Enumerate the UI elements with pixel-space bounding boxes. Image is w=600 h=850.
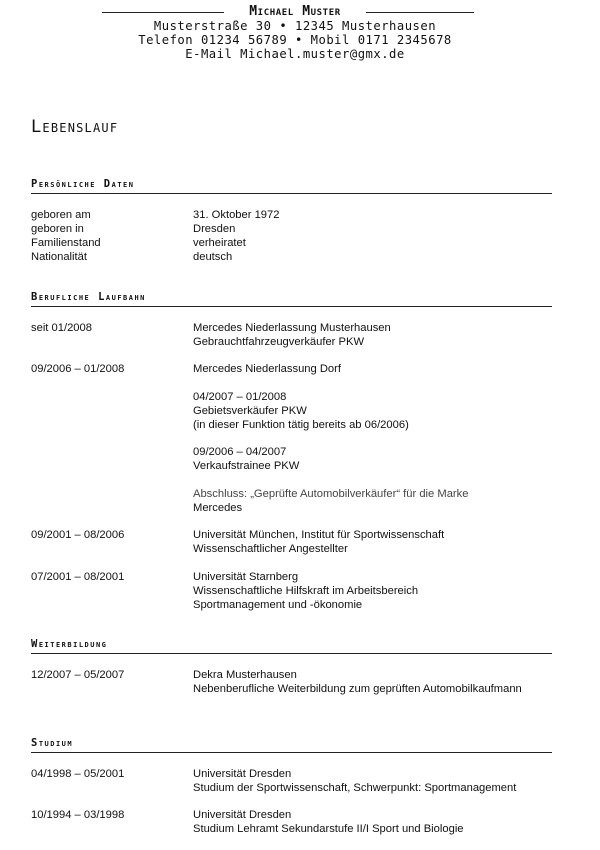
career-position: Sportmanagement und -ökonomie — [193, 599, 363, 611]
career-qualification: Abschluss: „Geprüfte Automobilverkäufer“ für die Marke — [193, 488, 469, 500]
personal-label: geboren in — [31, 223, 84, 235]
study-description: Studium Lehramt Sekundarstufe II/I Sport und Biologie — [193, 823, 464, 835]
header-phones: Telefon 01234 56789 • Mobil 0171 2345678 — [138, 33, 452, 47]
career-date: 09/2006 – 01/2008 — [31, 363, 125, 375]
section-study-heading: Studium — [31, 737, 74, 749]
career-sub-date: 09/2006 – 04/2007 — [193, 446, 287, 458]
career-employer: Universität Starnberg — [193, 571, 299, 583]
career-employer: Mercedes Niederlassung Dorf — [193, 363, 341, 375]
career-employer: Universität München, Institut für Sportwissenschaft — [193, 529, 445, 541]
section-personal — [31, 180, 552, 194]
document-title: Lebenslauf — [31, 117, 119, 137]
training-date: 12/2007 – 05/2007 — [31, 669, 125, 681]
career-date: 09/2001 – 08/2006 — [31, 529, 125, 541]
career-position: Wissenschaftlicher Angestellter — [193, 543, 348, 555]
study-date: 10/1994 – 03/1998 — [31, 809, 125, 821]
study-date: 04/1998 – 05/2001 — [31, 768, 125, 780]
career-date: 07/2001 – 08/2001 — [31, 571, 125, 583]
personal-label: Familienstand — [31, 237, 101, 249]
study-description: Studium der Sportwissenschaft, Schwerpunkt: Sportmanagement — [193, 782, 517, 794]
section-career — [31, 293, 552, 307]
applicant-name: Michael Muster — [249, 4, 341, 19]
study-university: Universität Dresden — [193, 768, 292, 780]
header-email: E-Mail Michael.muster@gmx.de — [185, 47, 405, 61]
career-qualification-brand: Mercedes — [193, 502, 243, 514]
training-institution: Dekra Musterhausen — [193, 669, 297, 681]
career-date: seit 01/2008 — [31, 322, 92, 334]
career-position: Verkaufstrainee PKW — [193, 460, 300, 472]
training-description: Nebenberufliche Weiterbildung zum geprüften Automobilkaufmann — [193, 683, 522, 695]
career-sub-date: 04/2007 – 01/2008 — [193, 391, 287, 403]
career-position: Gebrauchtfahrzeugverkäufer PKW — [193, 336, 365, 348]
personal-value: verheiratet — [193, 237, 246, 249]
personal-label: geboren am — [31, 209, 91, 221]
personal-value: 31. Oktober 1972 — [193, 209, 280, 221]
section-training — [31, 640, 552, 654]
career-position: Wissenschaftliche Hilfskraft im Arbeitsbereich — [193, 585, 419, 597]
career-note: (in dieser Funktion tätig bereits ab 06/2006) — [193, 419, 409, 431]
personal-value: Dresden — [193, 223, 236, 235]
header-address: Musterstraße 30 • 12345 Musterhausen — [153, 19, 437, 33]
career-employer: Mercedes Niederlassung Musterhausen — [193, 322, 391, 334]
section-career-heading: Berufliche Laufbahn — [31, 291, 146, 303]
section-personal-heading: Persönliche Daten — [31, 178, 135, 190]
career-position: Gebietsverkäufer PKW — [193, 405, 307, 417]
section-study — [31, 739, 552, 753]
personal-value: deutsch — [193, 251, 233, 263]
personal-label: Nationalität — [31, 251, 87, 263]
section-training-heading: Weiterbildung — [31, 638, 108, 650]
study-university: Universität Dresden — [193, 809, 292, 821]
